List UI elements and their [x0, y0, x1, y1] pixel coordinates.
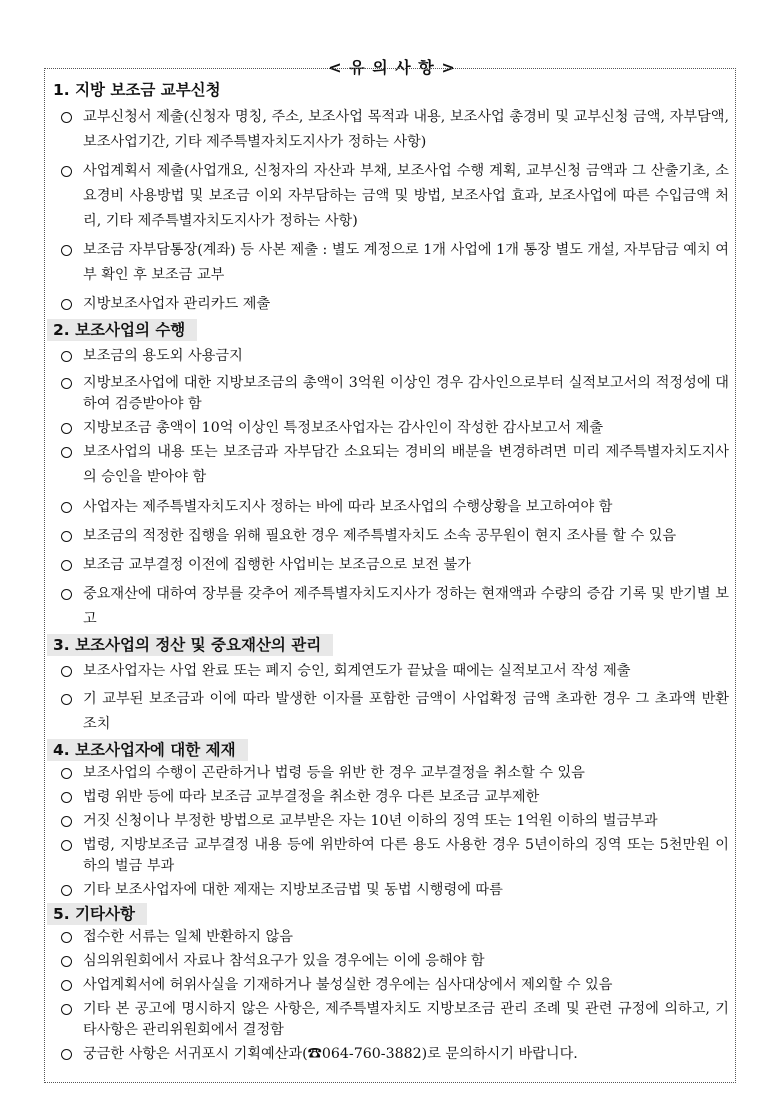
list-item: 사업자는 제주특별자치도지사 정하는 바에 따라 보조사업의 수행상황을 보고하여야 함 — [45, 495, 735, 520]
list-item: 사업계획서에 허위사실을 기재하거나 불성실한 경우에는 심사대상에서 제외할 수 있음 — [45, 975, 735, 996]
list-item: 법령 위반 등에 따라 보조금 교부결정을 취소한 경우 다른 보조금 교부제한 — [45, 787, 735, 808]
list-item: 지방보조사업에 대한 지방보조금의 총액이 3억원 이상인 경우 감사인으로부터 실적보고서의 적정성에 대하여 검증받아야 함 — [45, 373, 735, 415]
circle-bullet-icon — [61, 787, 75, 812]
section-heading: 2. 보조사업의 수행 — [47, 319, 197, 341]
list-item: 사업계획서 제출(사업개요, 신청자의 자산과 부채, 보조사업 수행 계획, 교부신청 금액과 그 산출기초, 소요경비 사용방법 및 보조금 이외 자부담하는 금액 및 방법, 보조사업 효과, 보조사업에 따른 수입금액 처리, 기타 제주특별자치도지사가 정하는 사항) — [45, 159, 735, 234]
circle-bullet-icon — [61, 835, 75, 860]
section-sanctions — [45, 739, 735, 901]
list-item: 기타 본 공고에 명시하지 않은 사항은, 제주특별자치도 지방보조금 관리 조례 및 관련 규정에 의하고, 기타사항은 관리위원회에서 결정함 — [45, 999, 735, 1041]
circle-bullet-icon — [61, 880, 75, 905]
circle-bullet-icon — [61, 373, 75, 398]
list-item: 기타 보조사업자에 대한 제재는 지방보조금법 및 동법 시행령에 따름 — [45, 880, 735, 901]
list-item: 법령, 지방보조금 교부결정 내용 등에 위반하여 다른 용도 사용한 경우 5년이하의 징역 또는 5천만원 이하의 벌금 부과 — [45, 835, 735, 877]
circle-bullet-icon — [61, 659, 75, 684]
section-other — [45, 903, 735, 1065]
list-item: 접수한 서류는 일체 반환하지 않음 — [45, 927, 735, 948]
circle-bullet-icon — [61, 687, 75, 712]
circle-bullet-icon — [61, 927, 75, 952]
circle-bullet-icon — [61, 159, 75, 184]
list-item: 보조금의 적정한 집행을 위해 필요한 경우 제주특별자치도 소속 공무원이 현지 조사를 할 수 있음 — [45, 524, 735, 549]
circle-bullet-icon — [61, 553, 75, 578]
circle-bullet-icon — [61, 105, 75, 130]
list-item: 보조사업의 수행이 곤란하거나 법령 등을 위반 한 경우 교부결정을 취소할 수 있음 — [45, 763, 735, 784]
section-execution — [45, 319, 735, 632]
circle-bullet-icon — [61, 975, 75, 1000]
circle-bullet-icon — [61, 495, 75, 520]
list-item: 보조금 교부결정 이전에 집행한 사업비는 보조금으로 보전 불가 — [45, 553, 735, 578]
circle-bullet-icon — [61, 440, 75, 465]
section-heading: 3. 보조사업의 정산 및 중요재산의 관리 — [47, 634, 333, 656]
section-heading: 1. 지방 보조금 교부신청 — [53, 81, 221, 99]
list-item: 보조금의 용도외 사용금지 — [45, 344, 735, 369]
list-item: 궁금한 사항은 서귀포시 기획예산과(☎064-760-3882)로 문의하시기 바랍니다. — [45, 1044, 735, 1065]
circle-bullet-icon — [61, 999, 75, 1024]
section-heading: 5. 기타사항 — [47, 903, 147, 925]
notice-title: < 유 의 사 항 > — [328, 58, 456, 77]
list-item: 보조사업자는 사업 완료 또는 폐지 승인, 회계연도가 끝났을 때에는 실적보고서 작성 제출 — [45, 659, 735, 684]
list-item: 심의위원회에서 자료나 참석요구가 있을 경우에는 이에 응해야 함 — [45, 951, 735, 972]
list-item: 기 교부된 보조금과 이에 따라 발생한 이자를 포함한 금액이 사업확정 금액 초과한 경우 그 초과액 반환 조치 — [45, 687, 735, 737]
list-item: 지방보조사업자 관리카드 제출 — [45, 292, 735, 317]
circle-bullet-icon — [61, 582, 75, 607]
circle-bullet-icon — [61, 951, 75, 976]
section-application — [45, 79, 735, 317]
notice-box — [44, 68, 736, 1083]
list-item: 거짓 신청이나 부정한 방법으로 교부받은 자는 10년 이하의 징역 또는 1억원 이하의 벌금부과 — [45, 811, 735, 832]
list-item: 보조금 자부담통장(계좌) 등 사본 제출 : 별도 계정으로 1개 사업에 1개 통장 별도 개설, 자부담금 예치 여부 확인 후 보조금 교부 — [45, 238, 735, 288]
circle-bullet-icon — [61, 292, 75, 317]
circle-bullet-icon — [61, 811, 75, 836]
section-settlement — [45, 634, 735, 737]
circle-bullet-icon — [61, 763, 75, 788]
circle-bullet-icon — [61, 344, 75, 369]
circle-bullet-icon — [61, 1044, 75, 1069]
circle-bullet-icon — [61, 238, 75, 263]
list-item: 교부신청서 제출(신청자 명칭, 주소, 보조사업 목적과 내용, 보조사업 총경비 및 교부신청 금액, 자부담액, 보조사업기간, 기타 제주특별자치도지사가 정하는 사항) — [45, 105, 735, 155]
list-item: 중요재산에 대하여 장부를 갖추어 제주특별자치도지사가 정하는 현재액과 수량의 증감 기록 및 반기별 보고 — [45, 582, 735, 632]
section-heading: 4. 보조사업자에 대한 제재 — [47, 739, 248, 761]
circle-bullet-icon — [61, 524, 75, 549]
list-item: 보조사업의 내용 또는 보조금과 자부담간 소요되는 경비의 배분을 변경하려면 미리 제주특별자치도지사의 승인을 받아야 함 — [45, 440, 735, 490]
list-item: 지방보조금 총액이 10억 이상인 특정보조사업자는 감사인이 작성한 감사보고서 제출 — [45, 418, 735, 439]
